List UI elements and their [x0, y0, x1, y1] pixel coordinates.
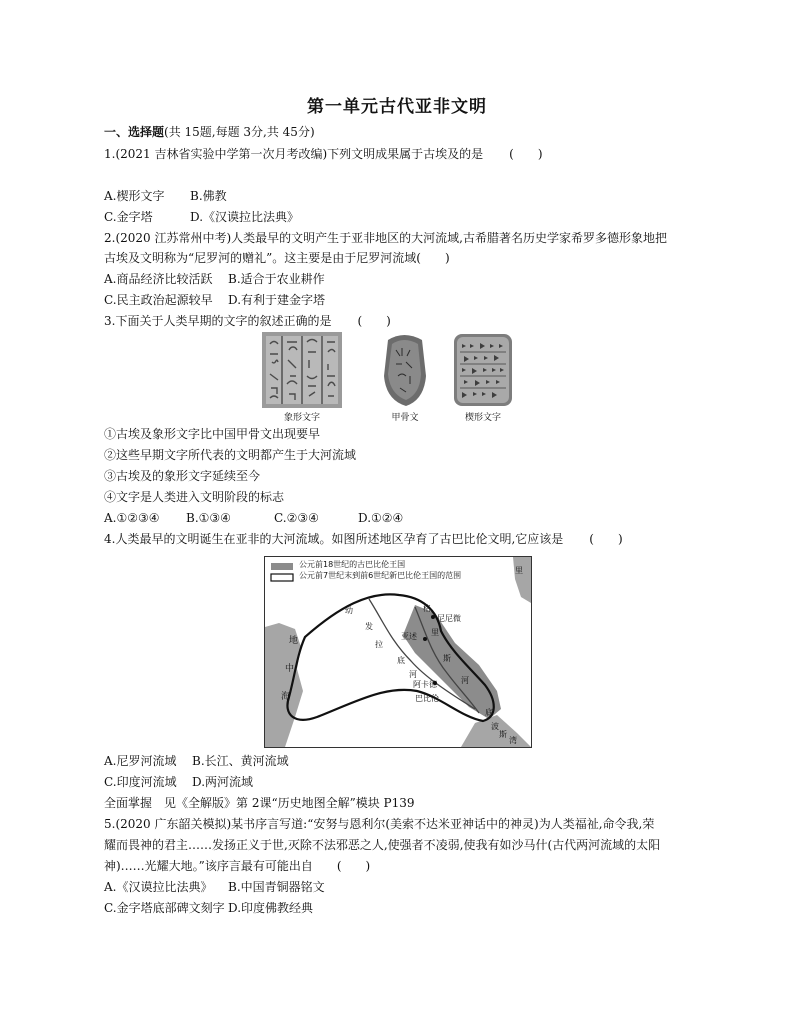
oracle-bone-image	[380, 332, 430, 408]
legend-label-2: 公元前7世纪末到前6世纪新巴比伦王国的范围	[299, 571, 462, 580]
question-1-stem: 1.(2021 吉林省实验中学第一次月考改编)下列文明成果属于古埃及的是	[104, 147, 484, 161]
option-b: B.中国青铜器铭文	[228, 880, 325, 894]
answer-paren: ( )	[589, 532, 623, 546]
map-label-med-1: 地	[289, 636, 299, 646]
reference-note: 全面掌握 见《全解版》第 2课“历史地图全解”模块 P139	[104, 796, 415, 810]
question-2-options-row2	[104, 292, 325, 308]
map-label-akkad: 阿卡德	[413, 680, 437, 689]
map-label-bo: 波	[491, 722, 499, 731]
question-4-stem: 4.人类最早的文明诞生在亚非的大河流域。如图所述地区孕育了古巴比伦文明,它应该是	[104, 532, 564, 546]
legend-swatch-filled	[271, 563, 293, 570]
map-label-med-2: 中	[285, 664, 295, 674]
map-label-he: 河	[409, 670, 417, 679]
answer-paren: ( )	[509, 147, 543, 161]
caption-cuneiform: 楔形文字	[464, 413, 501, 423]
question-2-stem-line-1: 2.(2020 江苏常州中考)人类最早的文明产生于亚非地区的大河流域,古希腊著名历史学家希罗多德形象地把	[104, 231, 667, 245]
map-label-si: 斯	[443, 654, 451, 663]
cuneiform-figure	[452, 332, 514, 423]
caption-hieroglyph: 象形文字	[283, 413, 320, 423]
question-4-stem-line	[104, 531, 623, 547]
map-label-fa: 发	[365, 622, 373, 631]
question-3-stem: 3.下面关于人类早期的文字的叙述正确的是	[104, 314, 332, 328]
map-label-ge: 格	[423, 604, 431, 613]
statement-4: ④文字是人类进入文明阶段的标志	[104, 490, 285, 504]
option-c: C.印度河流域	[104, 775, 177, 789]
option-d: D.两河流域	[192, 775, 254, 789]
question-5-options-row1	[104, 879, 325, 895]
question-5-stem-line-2: 耀而畏神的君主……发扬正义于世,灭除不法邪恶之人,使强者不凌弱,使我有如沙马什(古代两河流域的太阳	[104, 838, 661, 852]
oracle-bone-figure	[380, 332, 430, 423]
option-d: D.有利于建金字塔	[228, 293, 326, 307]
map-label-babylon: 巴比伦	[415, 694, 439, 703]
question-2-options-row1	[104, 271, 325, 287]
section-heading-line	[104, 124, 315, 140]
map-label-he2: 河	[461, 676, 469, 685]
statement-2: ②这些早期文字所代表的文明都产生于大河流域	[104, 448, 357, 462]
option-b: B.长江、黄河流域	[192, 754, 289, 768]
legend-swatch-outline	[271, 574, 293, 581]
map-label-med-3: 海	[281, 692, 291, 702]
map-label-wan: 湾	[509, 736, 517, 745]
option-d: D.《汉谟拉比法典》	[190, 210, 300, 224]
question-4-options-row2	[104, 774, 253, 790]
map-label-nineveh: 尼尼微	[437, 614, 461, 623]
statement-1: ①古埃及象形文字比中国甲骨文出现要早	[104, 427, 321, 441]
section-heading: 一、选择题	[104, 125, 165, 139]
question-1-stem-line	[104, 146, 543, 162]
question-5-stem-line-1: 5.(2020 广东韶关模拟)某书序言写道:“安努与恩利尔(美索不达米亚神话中的神灵)为人类福祉,命令我,荣	[104, 817, 655, 831]
option-b: B.①③④	[186, 511, 231, 525]
answer-paren: ( )	[357, 314, 391, 328]
question-4-options-row1	[104, 753, 289, 769]
section-note: (共 15题,每题 3分,共 45分)	[164, 125, 315, 139]
hieroglyph-figure	[262, 332, 342, 423]
legend-text	[299, 559, 461, 581]
map-label-assyria: 亚述	[401, 632, 417, 641]
option-a: A.《汉谟拉比法典》	[104, 880, 213, 894]
option-a: A.楔形文字	[104, 189, 165, 203]
map-label-you: 幼	[345, 606, 353, 615]
legend-label-1: 公元前18世纪的古巴比伦王国	[299, 560, 406, 569]
statement-3: ③古埃及的象形文字延续至今	[104, 469, 261, 483]
option-a: A.①②③④	[104, 511, 160, 525]
map-label-la: 拉	[375, 640, 383, 649]
map-label-li2: 里	[431, 628, 439, 637]
question-5-options-row2	[104, 900, 313, 916]
option-d: D.①②④	[358, 511, 404, 525]
caspian-sea	[513, 557, 531, 603]
option-d: D.印度佛教经典	[228, 901, 314, 915]
map-label-li: 里	[515, 566, 523, 575]
map-label-si2: 斯	[499, 730, 507, 739]
question-2-stem-line-2: 古埃及文明称为“尼罗河的赠礼”。这主要是由于尼罗河流域( )	[104, 251, 450, 265]
babylon-map-svg	[265, 557, 531, 747]
option-c: C.金字塔底部碑文刻字	[104, 901, 225, 915]
hieroglyph-image	[262, 332, 342, 408]
option-b: B.佛教	[190, 189, 227, 203]
map-label-di: 底	[397, 656, 405, 665]
babylon-map	[264, 556, 532, 748]
page-title: 第一单元古代亚非文明	[307, 97, 487, 117]
option-a: A.商品经济比较活跃	[104, 272, 213, 286]
question-3-stem-line	[104, 313, 391, 329]
script-figures	[262, 332, 514, 426]
option-b: B.适合于农业耕作	[228, 272, 325, 286]
question-3-options	[104, 510, 403, 526]
option-a: A.尼罗河流域	[104, 754, 177, 768]
option-c: C.金字塔	[104, 210, 153, 224]
caption-oracle-bone: 甲骨文	[391, 413, 419, 423]
question-5-stem-line-3: 神)……光耀大地。”该序言最有可能出自 ( )	[104, 859, 371, 873]
question-1-options-row1	[104, 188, 227, 204]
question-1-options-row2	[104, 209, 299, 225]
option-c: C.②③④	[274, 511, 319, 525]
option-c: C.民主政治起源较早	[104, 293, 213, 307]
cuneiform-image	[452, 332, 514, 408]
map-label-di2: 底	[485, 708, 493, 717]
